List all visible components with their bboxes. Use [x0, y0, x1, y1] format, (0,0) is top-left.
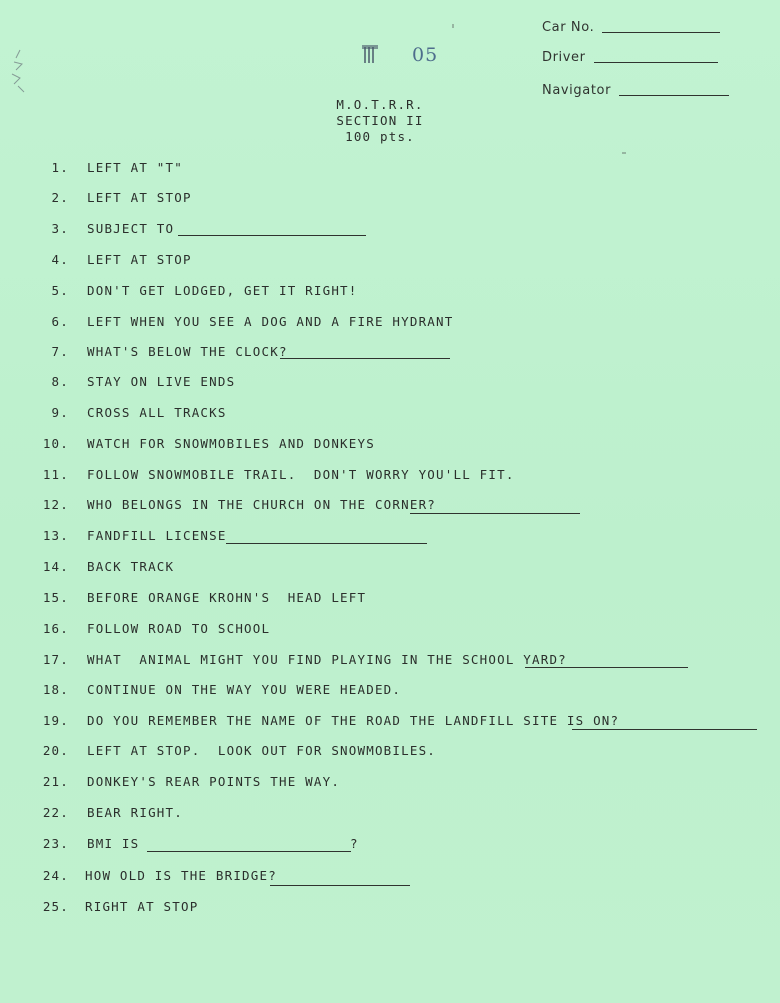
item-number: 3. — [51, 221, 69, 236]
item-text: LEFT AT "T" — [87, 160, 183, 175]
item-text: CONTINUE ON THE WAY YOU WERE HEADED. — [87, 682, 402, 697]
item-number: 25. — [42, 899, 69, 914]
item-text: LEFT AT STOP — [87, 190, 192, 205]
item-number: 24. — [42, 868, 69, 883]
question-mark: ? — [350, 836, 358, 851]
list-item — [0, 774, 780, 792]
speck — [622, 152, 626, 154]
item-text: RIGHT AT STOP — [85, 899, 199, 914]
entry-stamp — [362, 44, 780, 66]
list-item — [0, 190, 780, 208]
item-text: DONKEY'S REAR POINTS THE WAY. — [87, 774, 341, 789]
stamp-number: 05 — [412, 44, 439, 66]
item-number: 11. — [42, 467, 69, 482]
navigator-field — [542, 83, 729, 98]
list-item — [0, 559, 780, 577]
list-item — [0, 621, 780, 639]
list-item — [0, 497, 780, 515]
answer-blank[interactable] — [226, 543, 427, 544]
item-text: FOLLOW ROAD TO SCHOOL — [87, 621, 271, 636]
item-text: WHO BELONGS IN THE CHURCH ON THE CORNER? — [87, 497, 437, 512]
item-text: FOLLOW SNOWMOBILE TRAIL. DON'T WORRY YOU'LL FIT. — [87, 467, 515, 482]
answer-blank[interactable] — [147, 851, 351, 852]
item-number: 14. — [42, 559, 69, 574]
list-item — [0, 868, 780, 886]
item-text: CROSS ALL TRACKS — [87, 405, 227, 420]
list-item — [0, 528, 780, 546]
navigator-label: Navigator — [542, 83, 612, 98]
item-text: WATCH FOR SNOWMOBILES AND DONKEYS — [87, 436, 375, 451]
item-text: FANDFILL LICENSE — [87, 528, 227, 543]
item-number: 17. — [42, 652, 69, 667]
item-text: HOW OLD IS THE BRIDGE? — [85, 868, 277, 883]
car-number-line[interactable] — [602, 31, 720, 33]
list-item — [0, 467, 780, 485]
item-number: 16. — [42, 621, 69, 636]
list-item — [0, 743, 780, 761]
item-number: 22. — [42, 805, 69, 820]
item-text: LEFT AT STOP. LOOK OUT FOR SNOWMOBILES. — [87, 743, 437, 758]
item-number: 19. — [42, 713, 69, 728]
item-number: 13. — [42, 528, 69, 543]
item-text: LEFT WHEN YOU SEE A DOG AND A FIRE HYDRANT — [87, 314, 454, 329]
item-number: 9. — [51, 405, 69, 420]
item-number: 8. — [51, 374, 69, 389]
answer-blank[interactable] — [572, 729, 757, 730]
speck — [452, 24, 454, 28]
car-number-field — [542, 20, 720, 35]
item-number: 15. — [42, 590, 69, 605]
list-item — [0, 374, 780, 392]
item-text: BEFORE ORANGE KROHN'S HEAD LEFT — [87, 590, 367, 605]
answer-blank[interactable] — [410, 513, 580, 514]
item-text: STAY ON LIVE ENDS — [87, 374, 236, 389]
heading-section: SECTION II — [336, 113, 424, 128]
list-item — [0, 405, 780, 423]
list-item — [0, 805, 780, 823]
item-number: 10. — [42, 436, 69, 451]
item-number: 2. — [51, 190, 69, 205]
heading-org: M.O.T.R.R. — [336, 97, 424, 112]
list-item — [0, 160, 780, 178]
list-item — [0, 283, 780, 301]
list-item — [0, 221, 780, 239]
answer-blank[interactable] — [270, 885, 410, 886]
item-number: 4. — [51, 252, 69, 267]
car-number-label: Car No. — [542, 20, 595, 35]
list-item — [0, 713, 780, 731]
driver-label: Driver — [542, 50, 586, 65]
list-item — [0, 652, 780, 670]
item-number: 7. — [51, 344, 69, 359]
item-text: DON'T GET LODGED, GET IT RIGHT! — [87, 283, 358, 298]
item-number: 20. — [42, 743, 69, 758]
item-number: 6. — [51, 314, 69, 329]
item-text: WHAT'S BELOW THE CLOCK? — [87, 344, 288, 359]
list-item — [0, 436, 780, 454]
list-item — [0, 836, 780, 854]
list-item — [0, 252, 780, 270]
heading-points: 100 pts. — [345, 129, 415, 144]
item-text: DO YOU REMEMBER THE NAME OF THE ROAD THE LANDFILL SITE IS ON? — [87, 713, 620, 728]
list-item — [0, 682, 780, 700]
item-number: 12. — [42, 497, 69, 512]
answer-blank[interactable] — [280, 358, 450, 359]
item-text: BACK TRACK — [87, 559, 175, 574]
list-item — [0, 314, 780, 332]
item-text: LEFT AT STOP — [87, 252, 192, 267]
list-item — [0, 344, 780, 362]
answer-blank[interactable] — [525, 667, 688, 668]
section-heading — [300, 97, 460, 145]
stamp-mark-icon — [362, 45, 378, 65]
item-number: 5. — [51, 283, 69, 298]
item-text: BMI IS — [87, 836, 140, 851]
list-item — [0, 899, 780, 917]
navigator-line[interactable] — [619, 94, 729, 96]
item-number: 23. — [42, 836, 69, 851]
item-number: 1. — [51, 160, 69, 175]
item-number: 18. — [42, 682, 69, 697]
item-text: WHAT ANIMAL MIGHT YOU FIND PLAYING IN THE SCHOOL YARD? — [87, 652, 567, 667]
item-text: SUBJECT TO — [87, 221, 175, 236]
list-item — [0, 590, 780, 608]
answer-blank[interactable] — [178, 235, 366, 236]
item-text: BEAR RIGHT. — [87, 805, 183, 820]
item-number: 21. — [42, 774, 69, 789]
margin-scribble — [6, 48, 30, 94]
